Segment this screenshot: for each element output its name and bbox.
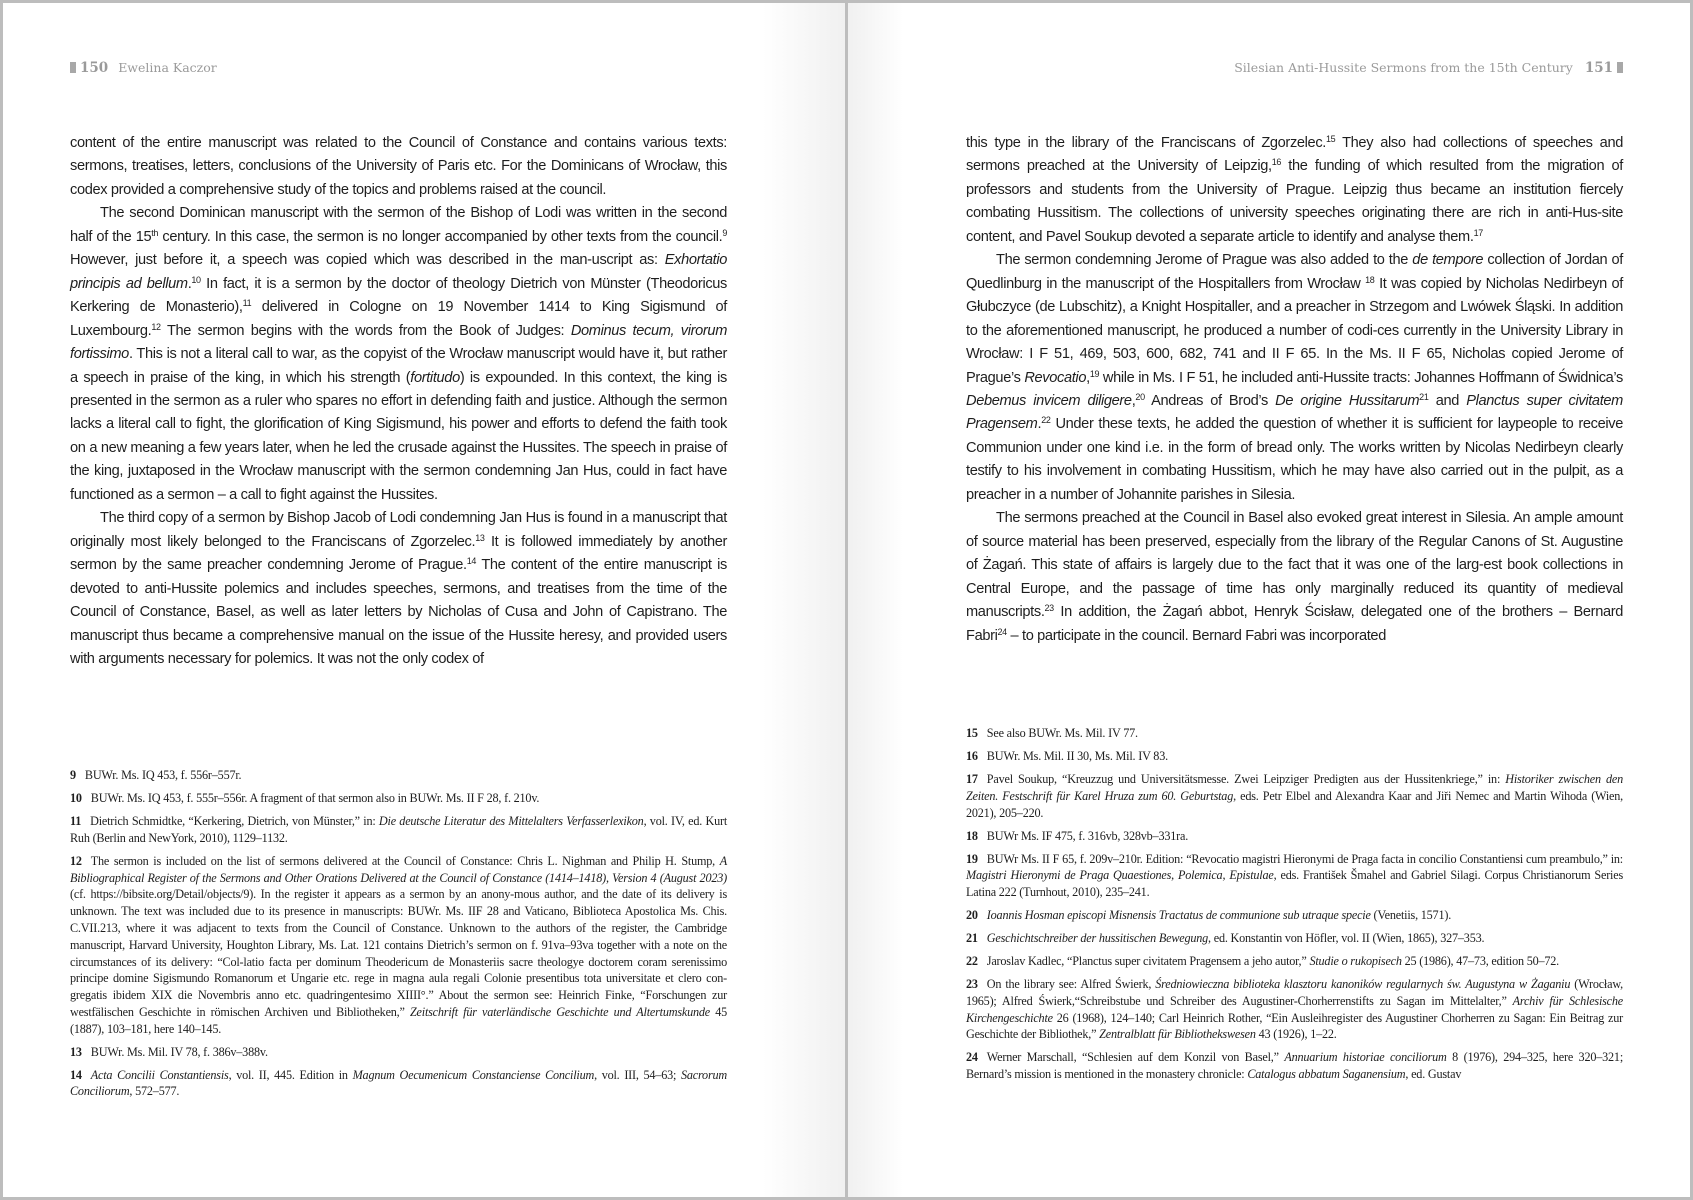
footnote [70, 813, 727, 847]
paragraph: this type in the library of the Franciscans of Zgorzelec.$^{15}$ They also had collections of speeches and sermons preached at the University of Leipzig,$^{16}$ the funding of which resulted from the migration of professors and students from the University of Prague. Leipzig thus became an institution fiercely combating Hussitism. The collections of university speeches originating there are rich in anti-Hus-site content, and Pavel Soukup devoted a separate article to identify and analyse them.$^{17}$ [966, 134, 1623, 245]
footnote-number: 13 [70, 1044, 82, 1059]
footnote [966, 1049, 1623, 1083]
footnote [966, 953, 1623, 970]
paragraph: content of the entire manuscript was related to the Council of Constance and contains various texts: sermons, treatises, letters, conclusions of the University of Paris etc. For the Dominicans of Wrocław, this codex provided a comprehensive study of the topics and problems raised at the council. [70, 135, 727, 198]
footnote-number: 23 [966, 977, 978, 992]
footnote [966, 851, 1623, 901]
footnote-number: 16 [966, 748, 978, 763]
footnote-number: 14 [70, 1067, 82, 1082]
footnote [70, 853, 727, 1038]
page-marker-icon [1617, 62, 1623, 73]
paragraph: The second Dominican manuscript with the sermon of the Bishop of Lodi was written in the second half of the 15th century. In this case, the sermon is no longer accompanied by other texts from the council.$^9$ However, just before it, a speech was copied which was described in the man-uscript as: Exhortatio principis ad bellum.$^{10}$ In fact, it is a sermon by the doctor of theology Dietrich von Münster (Theodoricus Kerkering de Monasterio),$^{11}$ delivered in Cologne on 19 November 1414 to King Sigismund of Luxembourg.$^{12}$ The sermon begins with the words from the Book of Judges: Dominus tecum, virorum fortissimo. This is not a literal call to war, as the copyist of the Wrocław manuscript would have it, but rather a speech in praise of the king, in which his strength (fortitudo) is expounded. In this context, the king is presented in the sermon as a ruler who spares no effort in defending faith and justice. Although the sermon lacks a literal call to fight, the glorification of King Sigismund, his power and efforts to defend the faith took on a new meaning a few years later, when he led the crusade against the Hussites. The speech in praise of the king, juxtaposed in the Wrocław manuscript with the sermon condemning Jan Hus, could in fact have functioned as a sermon – a call to fight against the Hussites. [70, 205, 728, 503]
footnote-text: On the library see: Alfred Świerk, Średniowieczna biblioteka klasztoru kanoników regularnych św. Augustyna w Żaganiu (Wrocław, 1965); Alfred Świerk,“Schreibstube und Schreiber des Augustiner-Chorherrenstifts zu Sagan im Mittelalter,” Archiv für Schlesische Kirchengeschichte 26 (1968), 124–140; Carl Heinrich Rother, “Ein Ausleihregister des Augustiner Chorherren zu Sagan: Ein Beitrag zur Geschichte der Bibliothek,” Zentralblatt für Bibliothekswesen 43 (1926), 1–22. [966, 977, 1623, 1042]
page-marker-icon [70, 62, 76, 73]
paragraph: The sermons preached at the Council in Basel also evoked great interest in Silesia. An ample amount of source material has been preserved, especially from the library of the Regular Canons of St. Augustine of Żagań. This state of affairs is largely due to the fact that it was one of the larg-est book collections in Central Europe, and the passage of time has only marginally reduced its quantity of medieval manuscripts.$^{23}$ In addition, the Żagań abbot, Henryk Ścisław, delegated one of the brothers – Bernard Fabri$^{24}$ – to participate in the council. Bernard Fabri was incorporated [966, 510, 1623, 644]
running-head-author: Ewelina Kaczor [118, 60, 217, 75]
body-text [70, 132, 727, 671]
footnote-number: 10 [70, 790, 82, 805]
footnote [966, 771, 1623, 821]
footnote-text: BUWr. Ms. IQ 453, f. 556r–557r. [84, 768, 242, 782]
paragraph: The third copy of a sermon by Bishop Jacob of Lodi condemning Jan Hus is found in a manuscript that originally most likely belonged to the Franciscans of Zgorzelec.$^{13}$ It is followed immediately by another sermon by the same preacher condemning Jerome of Prague.$^{14}$ The content of the entire manuscript is devoted to anti-Hussite polemics and includes speeches, sermons, and treatises from the time of the Council of Constance, Basel, as well as later letters by Nicholas of Cusa and John of Capistrano. The manuscript thus became a comprehensive manual on the issue of the Hussite heresy, and provided users with arguments necessary for polemics. It was not the only codex of [70, 510, 727, 667]
footnote [70, 790, 727, 807]
page-number: 150 [80, 60, 109, 76]
footnote-number: 17 [966, 771, 978, 786]
paragraph: The sermon condemning Jerome of Prague was also added to the de tempore collection of Jordan of Quedlinburg in the manuscript of the Hospitallers from Wrocław $^{18}$ It was copied by Nicholas Nedirbeyn of Głubczyce (de Lubschitz), a Knight Hospitaller, and a preacher in Strzegom and Lwówek Śląski. In addition to the aforementioned manuscript, he produced a number of codi-ces currently in the University Library in Wrocław: I F 51, 469, 503, 600, 682, 741 and II F 65. In the Ms. II F 65, Nicholas copied Jerome of Prague’s Revocatio,$^{19}$ while in Ms. I F 51, he included anti-Hussite tracts: Johannes Hoffmann of Świdnica’s Debemus invicem diligere,$^{20}$ Andreas of Brod’s De origine Hussitarum$^{21}$ and Planctus super civitatem Pragensem.$^{22}$ Under these texts, he added the question of whether it is sufficient for laypeople to receive Communion under one kind i.e. in the form of bread only. The works written by Nicolas Nedirbeyn clearly testify to his involvement in combating Hussitism, which he may have also carried out in the pulpit, as a preacher in a number of Johannite parishes in Silesia. [966, 252, 1623, 503]
footnote [966, 748, 1623, 765]
footnote-text: Jaroslav Kadlec, “Planctus super civitatem Pragensem a jeho autor,” Studie o rukopisech 25 (1986), 47–73, edition 50–72. [986, 954, 1560, 969]
footnote-text: BUWr Ms. II F 65, f. 209v–210r. Edition: “Revocatio magistri Hieronymi de Praga facta in concilio Constantiensi cum preambulo,” in: Magistri Hieronymi de Praga Quaestiones, Polemica, Epistulae, eds. František Šmahel and Gabriel Silagi. Corpus Christianorum Series Latina 222 (Turnhout, 2010), 235–241. [966, 851, 1623, 900]
footnote-text: See also BUWr. Ms. Mil. IV 77. [986, 726, 1138, 740]
footnote-number: 19 [966, 851, 978, 866]
page-number: 151 [1584, 60, 1613, 76]
footnote-number: 15 [966, 726, 978, 740]
footnote-text: Dietrich Schmidtke, “Kerkering, Dietrich, von Münster,” in: Die deutsche Literatur des Mittelalters Verfasserlexikon, vol. IV, ed. Kurt Ruh (Berlin and NewYork, 2010), 1129–1132. [70, 813, 728, 845]
running-head-title: Silesian Anti-Hussite Sermons from the 15th Century [1234, 60, 1573, 75]
footnote [966, 725, 1623, 742]
running-head-left [70, 60, 217, 76]
footnote-number: 18 [966, 828, 978, 843]
footnote-text: Ioannis Hosman episcopi Misnensis Tractatus de communione sub utraque specie (Venetiis, 1571). [986, 908, 1452, 923]
footnote-number: 12 [70, 853, 82, 868]
footnote-number: 20 [966, 908, 978, 923]
left-page [3, 3, 845, 1197]
footnotes [966, 725, 1623, 1089]
footnote [70, 1044, 727, 1061]
footnote-number: 21 [966, 931, 978, 946]
footnote-text: Pavel Soukup, “Kreuzzug und Universitätsmesse. Zwei Leipziger Predigten aus der Hussitenkriege,” in: Historiker zwischen den Zeiten. Festschrift für Karel Hruza zum 60. Geburtstag, eds. Petr Elbel and Alexandra Kaar and Jiři Nemec and Martin Wihoda (Wien, 2021), 205–220. [966, 771, 1624, 820]
footnote-text: BUWr. Ms. IQ 453, f. 555r–556r. A fragment of that sermon also in BUWr. Ms. II F 28, f. 210v. [90, 790, 540, 805]
right-page [848, 3, 1690, 1197]
footnote [966, 976, 1623, 1043]
footnote [966, 907, 1623, 924]
footnote-text: BUWr Ms. IF 475, f. 316vb, 328vb–331ra. [986, 828, 1189, 843]
footnote-text: BUWr. Ms. Mil. IV 78, f. 386v–388v. [90, 1044, 268, 1059]
footnote [70, 767, 727, 784]
footnote-text: Geschichtschreiber der hussitischen Bewegung, ed. Konstantin von Höfler, vol. II (Wien, 1865), 327–353. [986, 931, 1485, 946]
running-head-right [1234, 60, 1623, 76]
footnote [70, 1067, 727, 1101]
footnote-text: BUWr. Ms. Mil. II 30, Ms. Mil. IV 83. [986, 748, 1168, 763]
footnote-number: 9 [70, 768, 76, 782]
footnote [966, 930, 1623, 947]
footnote-number: 11 [70, 813, 82, 828]
footnote-number: 24 [966, 1050, 978, 1065]
footnote-text: Acta Concilii Constantiensis, vol. II, 445. Edition in Magnum Oecumenicum Constanciense Concilium, vol. III, 54–63; Sacrorum Conciliorum, 572–577. [70, 1067, 727, 1099]
footnote [966, 828, 1623, 845]
footnote-number: 22 [966, 954, 978, 969]
footnote-text: The sermon is included on the list of sermons delivered at the Council of Constance: Chris L. Nighman and Philip H. Stump, A Bibliographical Register of the Sermons and Other Orations Delivered at the Council of Constance (1414–1418), Version 4 (August 2023) (cf. https://bibsite.org/Detail/objects/9). In the register it appears as a sermon by an anony-mous author, and the date of its delivery is unknown. The text was included due to its presence in manuscripts: BUWr. Ms. IIF 28 and Vaticano, Biblioteca Apostolica Ms. Chis. C.VII.213, where it was adjacent to texts from the Council of Constance. Unknown to the authors of the register, the Cambridge manuscript, Harvard University, Houghton Library, Ms. Lat. 121 contains Dietrich’s sermon on f. 91va–93va together with a note on the circumstances of its delivery: “Col-latio facta per dominum Theodericum de Monasteriis sacre theologye doctorem coram serenissimo principe domine Sigismundo Romanorum et Ungarie etc. rege in magna aula regali Colonie presentibus tota universitate et clero con-gregatis ibidem XIX die Novembris anno etc. quadringentesimo XIIII°.” About the sermon see: Heinrich Finke, “Forschungen zur westfälischen Geschichte in römischen Archiven und Bibliotheken,” Zeitschrift für vaterländische Geschichte und Altertumskunde 45 (1887), 103–181, here 140–145. [70, 853, 727, 1036]
body-text [966, 132, 1623, 648]
footnotes [70, 767, 727, 1106]
footnote-text: Werner Marschall, “Schlesien auf dem Konzil von Basel,” Annuarium historiae conciliorum 8 (1976), 294–325, here 320–321; Bernard’s mission is mentioned in the monastery chronicle: Catalogus abbatum Saganensium, ed. Gustav [966, 1050, 1623, 1082]
